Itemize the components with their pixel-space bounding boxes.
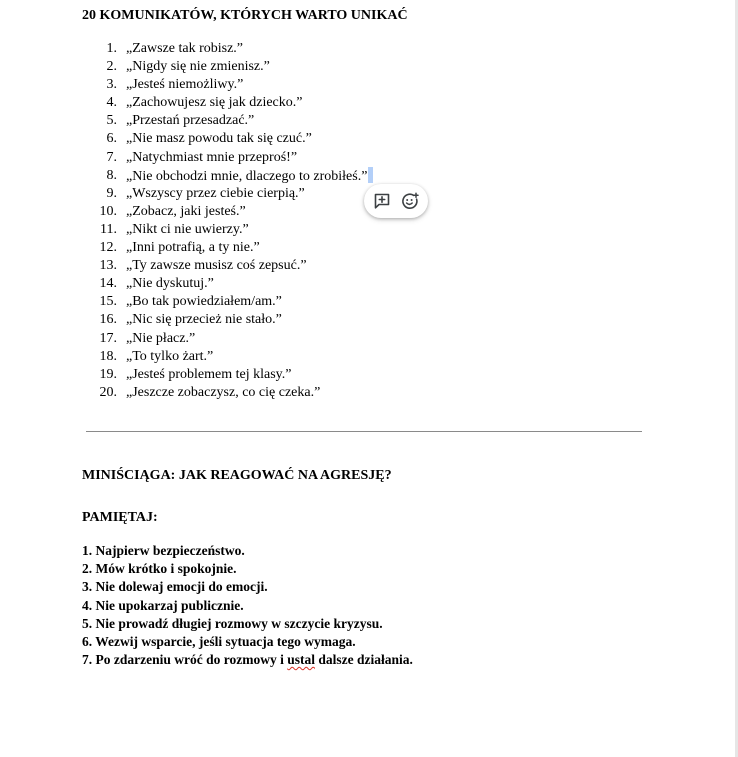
list-text: „Jesteś problemem tej klasy.” [126, 366, 292, 382]
list-item: 1. Najpierw bezpieczeństwo. [82, 543, 245, 558]
list-text: „Nie masz powodu tak się czuć.” [126, 131, 312, 147]
list-number: 1. [106, 41, 117, 56]
list-number: 17. [99, 330, 117, 346]
list-text: „Jeszcze zobaczysz, co cię czeka.” [126, 384, 321, 400]
horizontal-rule [86, 431, 642, 432]
rule-text-end: dalsze działania. [314, 652, 413, 668]
list-text-with-cursor [126, 167, 373, 186]
list-item [82, 651, 413, 669]
floating-comment-toolbar [364, 184, 428, 218]
list-number: 14. [99, 276, 117, 292]
list-item: 6. Wezwij wsparcie, jeśli sytuacja tego wymaga. [82, 634, 356, 650]
list-number: 18. [99, 348, 117, 364]
list-text: „Nie obchodzi mnie, dlaczego to zrobiłeś.” [126, 168, 368, 184]
emoji-reaction-icon [401, 192, 419, 210]
list-text: „Wszyscy przez ciebie cierpią.” [126, 185, 305, 201]
list-text: „To tylko żart.” [126, 348, 214, 364]
list-item: 2. Mów krótko i spokojnie. [82, 561, 237, 577]
list-text: „Jesteś niemożliwy.” [126, 77, 244, 93]
text-selection-highlight [368, 167, 373, 183]
document-title: 20 KOMUNIKATÓW, KTÓRYCH WARTO UNIKAĆ [82, 8, 408, 23]
list-item: 3. Nie dolewaj emocji do emocji. [82, 579, 268, 595]
list-number: 16. [99, 312, 117, 328]
list-number: 4. [106, 95, 117, 111]
list-number: 2. [106, 59, 117, 75]
list-number: 8. [106, 167, 117, 183]
spellcheck-word[interactable]: ustal [287, 652, 315, 668]
list-text: „Nikt ci nie uwierzy.” [126, 221, 249, 237]
list-item: 5. Nie prowadź długiej rozmowy w szczycie kryzysu. [82, 615, 383, 631]
list-number: 13. [99, 258, 117, 274]
list-text: „Nigdy się nie zmienisz.” [126, 59, 270, 75]
list-number: 9. [106, 185, 117, 201]
list-text: „Zachowujesz się jak dziecko.” [126, 95, 303, 111]
rules-list [82, 542, 413, 669]
list-number: 11. [100, 221, 117, 237]
list-text: „Inni potrafią, a ty nie.” [126, 240, 260, 256]
list-item: 4. Nie upokarzaj publicznie. [82, 597, 244, 613]
add-comment-button[interactable] [373, 192, 391, 210]
list-number: 20. [99, 384, 117, 400]
list-number: 15. [99, 294, 117, 310]
list-number: 3. [106, 77, 117, 93]
list-number: 10. [99, 203, 117, 219]
add-emoji-reaction-button[interactable] [401, 192, 419, 210]
list-number: 12. [99, 240, 117, 256]
list-text: „Nie płacz.” [126, 330, 196, 346]
list-text: „Natychmiast mnie przeproś!” [126, 149, 298, 165]
list-text: „Ty zawsze musisz coś zepsuć.” [126, 258, 307, 274]
list-text: „Zawsze tak robisz.” [126, 41, 243, 56]
list-text: „Nic się przecież nie stało.” [126, 312, 282, 328]
list-text: „Nie dyskutuj.” [126, 276, 214, 292]
add-comment-icon [373, 192, 391, 210]
section-title: MINIŚCIĄGA: JAK REAGOWAĆ NA AGRESJĘ? [82, 468, 392, 483]
list-text: „Przestań przesadzać.” [126, 113, 255, 129]
list-text: „Bo tak powiedziałem/am.” [126, 294, 282, 310]
remember-label: PAMIĘTAJ: [82, 510, 158, 525]
rule-text-start: 7. Po zdarzeniu wróć do rozmowy i [82, 652, 288, 668]
list-number: 6. [106, 131, 117, 147]
list-text: „Zobacz, jaki jesteś.” [126, 203, 246, 219]
list-number: 7. [106, 149, 117, 165]
list-number: 5. [106, 113, 117, 129]
list-number: 19. [99, 366, 117, 382]
